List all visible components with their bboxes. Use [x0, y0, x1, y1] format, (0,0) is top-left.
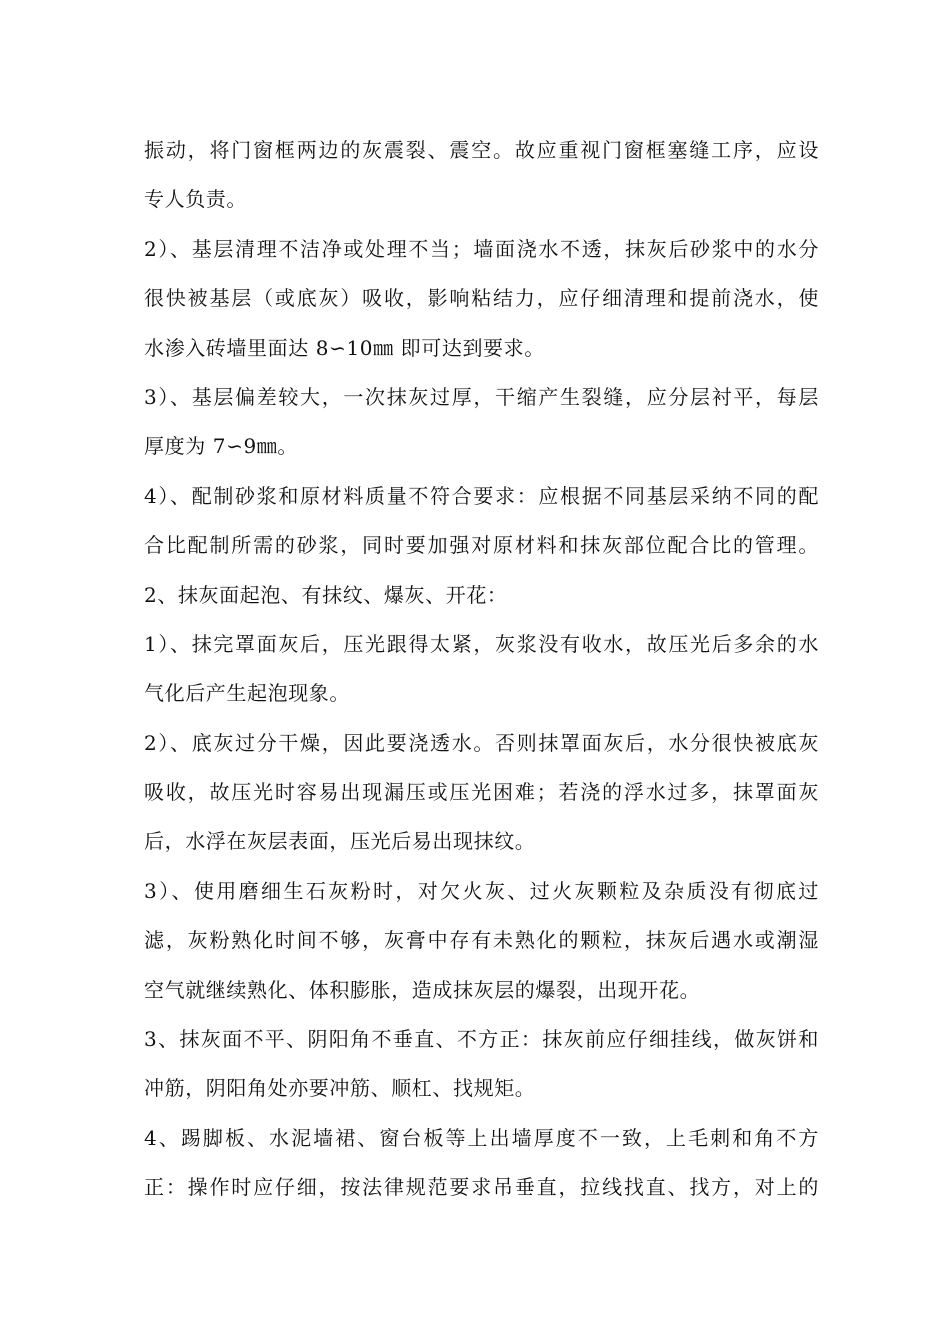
text-line: 3）、使用磨细生石灰粉时，对欠火灰、过火灰颗粒及杂质没有彻底过 [144, 878, 819, 903]
document-body [144, 126, 819, 1213]
text-line: 专人负责。 [144, 187, 247, 212]
text-line: 很快被基层（或底灰）吸收，影响粘结力，应仔细清理和提前浇水，使 [144, 286, 819, 311]
text-line: 滤，灰粉熟化时间不够，灰膏中存有未熟化的颗粒，抹灰后遇水或潮湿 [144, 928, 819, 953]
section-heading: 3、抹灰面不平、阴阳角不垂直、不方正：抹灰前应仔细挂线，做灰饼和 [144, 1027, 819, 1052]
text-line: 水渗入砖墙里面达 8∽10㎜ 即可达到要求。 [144, 335, 545, 360]
text-line: 合比配制所需的砂浆，同时要加强对原材料和抹灰部位配合比的管理。 [144, 533, 819, 558]
text-line: 冲筋，阴阳角处亦要冲筋、顺杠、找规矩。 [144, 1076, 536, 1101]
text-line: 4）、配制砂浆和原材料质量不符合要求：应根据不同基层采纳不同的配 [144, 483, 819, 508]
section-heading: 4、踢脚板、水泥墙裙、窗台板等上出墙厚度不一致，上毛刺和角不方 [144, 1125, 819, 1150]
text-line: 气化后产生起泡现象。 [144, 681, 350, 706]
text-line: 振动，将门窗框两边的灰震裂、震空。故应重视门窗框塞缝工序，应设 [144, 138, 819, 162]
text-line: 2）、基层清理不洁净或处理不当；墙面浇水不透，抹灰后砂浆中的水分 [144, 236, 819, 261]
text-line: 2）、底灰过分干燥，因此要浇透水。否则抹罩面灰后，水分很快被底灰 [144, 730, 819, 755]
text-line: 正：操作时应仔细，按法律规范要求吊垂直，拉线找直、找方，对上的 [144, 1175, 819, 1200]
text-line: 后，水浮在灰层表面，压光后易出现抹纹。 [144, 829, 536, 854]
section-heading: 2、抹灰面起泡、有抹纹、爆灰、开花： [144, 582, 508, 607]
text-line: 空气就继续熟化、体积膨胀，造成抹灰层的爆裂，出现开花。 [144, 977, 701, 1002]
text-line: 1）、抹完罩面灰后，压光跟得太紧，灰浆没有收水，故压光后多余的水 [144, 631, 819, 656]
text-line: 吸收，故压光时容易出现漏压或压光困难；若浇的浮水过多，抹罩面灰 [144, 780, 819, 805]
text-line: 厚度为 7∽9㎜。 [144, 434, 298, 459]
text-line: 3）、基层偏差较大，一次抹灰过厚，干缩产生裂缝，应分层衬平，每层 [144, 384, 819, 409]
